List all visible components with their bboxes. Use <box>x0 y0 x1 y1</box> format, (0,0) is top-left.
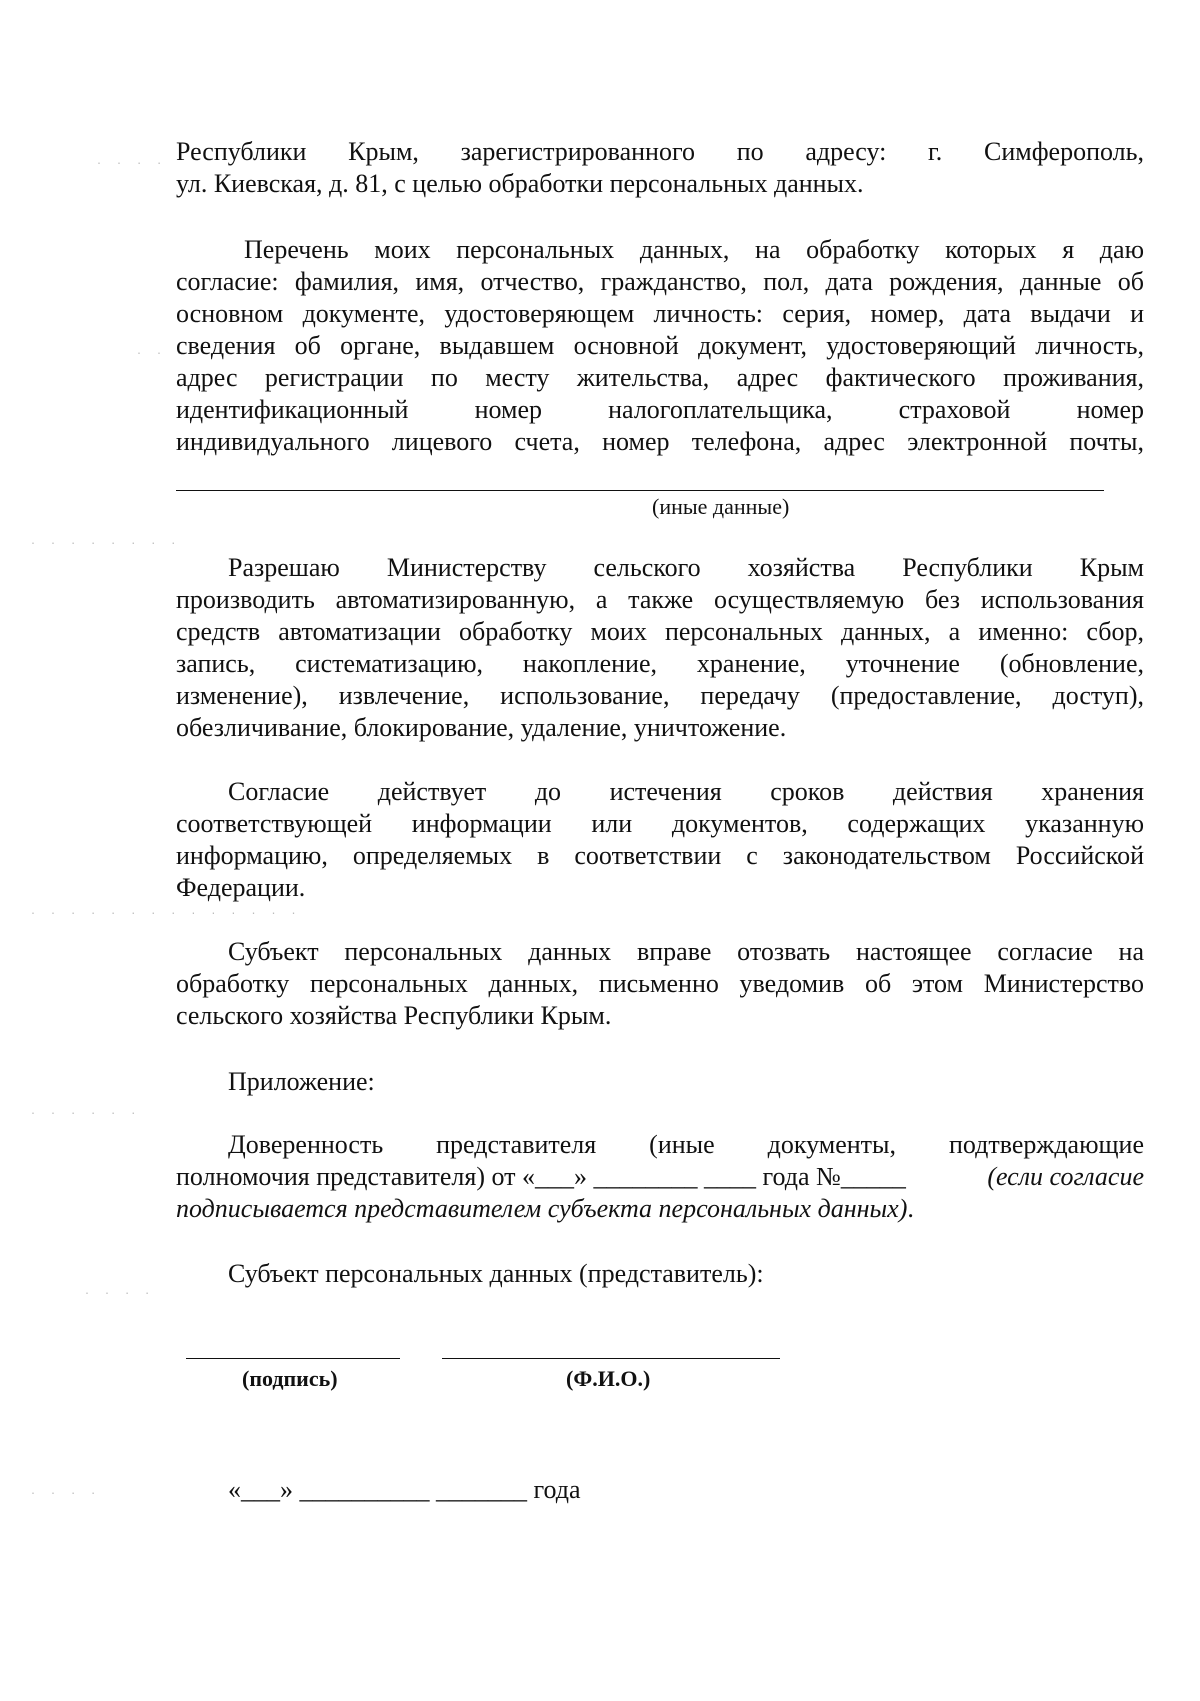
attachment-heading <box>176 1066 1144 1098</box>
scan-artifact: . . . . <box>96 156 167 167</box>
signature-fill-line <box>186 1358 400 1359</box>
text-line: Федерации. <box>176 873 306 902</box>
scan-artifact: . . . . . . . . . . . . . . <box>30 906 301 917</box>
validity-paragraph <box>176 776 1144 904</box>
text-line: ул. Киевская, д. 81, с целью обработки персональных данных. <box>176 169 864 198</box>
text-line: Разрешаю Министерству сельского хозяйства Республики Крым <box>228 553 1144 582</box>
personal-data-list-paragraph <box>176 234 1144 458</box>
signature-caption: (подпись) <box>242 1366 338 1391</box>
text-line: сведения об органе, выдавшем основной документ, удостоверяющий личность, <box>176 331 1144 360</box>
scan-artifact: . . . . . . <box>30 1106 141 1117</box>
text-line: сельского хозяйства Республики Крым. <box>176 1001 612 1030</box>
text-line <box>176 1161 1144 1193</box>
text-line: Республики Крым, зарегистрированного по адресу: г. Симферополь, <box>176 137 1144 166</box>
revoke-paragraph <box>176 936 1144 1032</box>
full-name-caption: (Ф.И.О.) <box>566 1366 651 1391</box>
text-line: Перечень моих персональных данных, на обработку которых я даю <box>244 235 1144 264</box>
text-line: Субъект персональных данных вправе отозвать настоящее согласие на <box>228 937 1144 966</box>
text-line: согласие: фамилия, имя, отчество, гражданство, пол, дата рождения, данные об <box>176 267 1144 296</box>
poa-period: . <box>907 1194 914 1223</box>
power-of-attorney-paragraph <box>176 1129 1144 1225</box>
date-line <box>176 1474 1144 1506</box>
text-line: индивидуального лицевого счета, номер телефона, адрес электронной почты, <box>176 427 1144 456</box>
text-line: основном документе, удостоверяющем личность: серия, номер, дата выдачи и <box>176 299 1144 328</box>
poa-text: полномочия представителя) от «___» ________ ____ года №_____ <box>176 1162 913 1191</box>
text-line: соответствующей информации или документов, содержащих указанную <box>176 809 1144 838</box>
text-line: Субъект персональных данных (представитель): <box>228 1259 764 1288</box>
text-line: обезличивание, блокирование, удаление, уничтожение. <box>176 713 787 742</box>
text-line: запись, систематизацию, накопление, хранение, уточнение (обновление, <box>176 649 1144 678</box>
poa-italic-note: подписывается представителем субъекта персональных данных) <box>176 1194 908 1223</box>
subject-representative-label <box>176 1258 1144 1290</box>
scan-artifact: . . . . <box>84 1286 155 1297</box>
text-line: Доверенность представителя (иные документы, подтверждающие <box>228 1130 1144 1159</box>
text-line: Согласие действует до истечения сроков действия хранения <box>228 777 1144 806</box>
other-data-fill-line <box>176 490 1104 491</box>
text-line: производить автоматизированную, а также осуществляемую без использования <box>176 585 1144 614</box>
text-line: средств автоматизации обработку моих персональных данных, а именно: сбор, <box>176 617 1144 646</box>
scan-artifact: . . . . <box>30 1486 101 1497</box>
text-line: «___» __________ _______ года <box>228 1475 581 1504</box>
text-line: изменение), извлечение, использование, передачу (предоставление, доступ), <box>176 681 1144 710</box>
text-line: информацию, определяемых в соответствии с законодательством Российской <box>176 841 1144 870</box>
text-line: Приложение: <box>228 1067 375 1096</box>
text-line: обработку персональных данных, письменно уведомив об этом Министерство <box>176 969 1144 998</box>
permission-paragraph <box>176 552 1144 744</box>
other-data-caption: (иные данные) <box>652 494 790 519</box>
intro-paragraph <box>176 136 1144 200</box>
full-name-fill-line <box>442 1358 780 1359</box>
scan-artifact: . . . . . . . . <box>30 536 181 547</box>
scan-artifact: . . . <box>136 346 187 357</box>
text-line <box>176 1193 1144 1225</box>
poa-italic-note: (если согласие <box>987 1162 1144 1191</box>
text-line: адрес регистрации по месту жительства, адрес фактического проживания, <box>176 363 1144 392</box>
text-line: идентификационный номер налогоплательщика, страховой номер <box>176 395 1144 424</box>
